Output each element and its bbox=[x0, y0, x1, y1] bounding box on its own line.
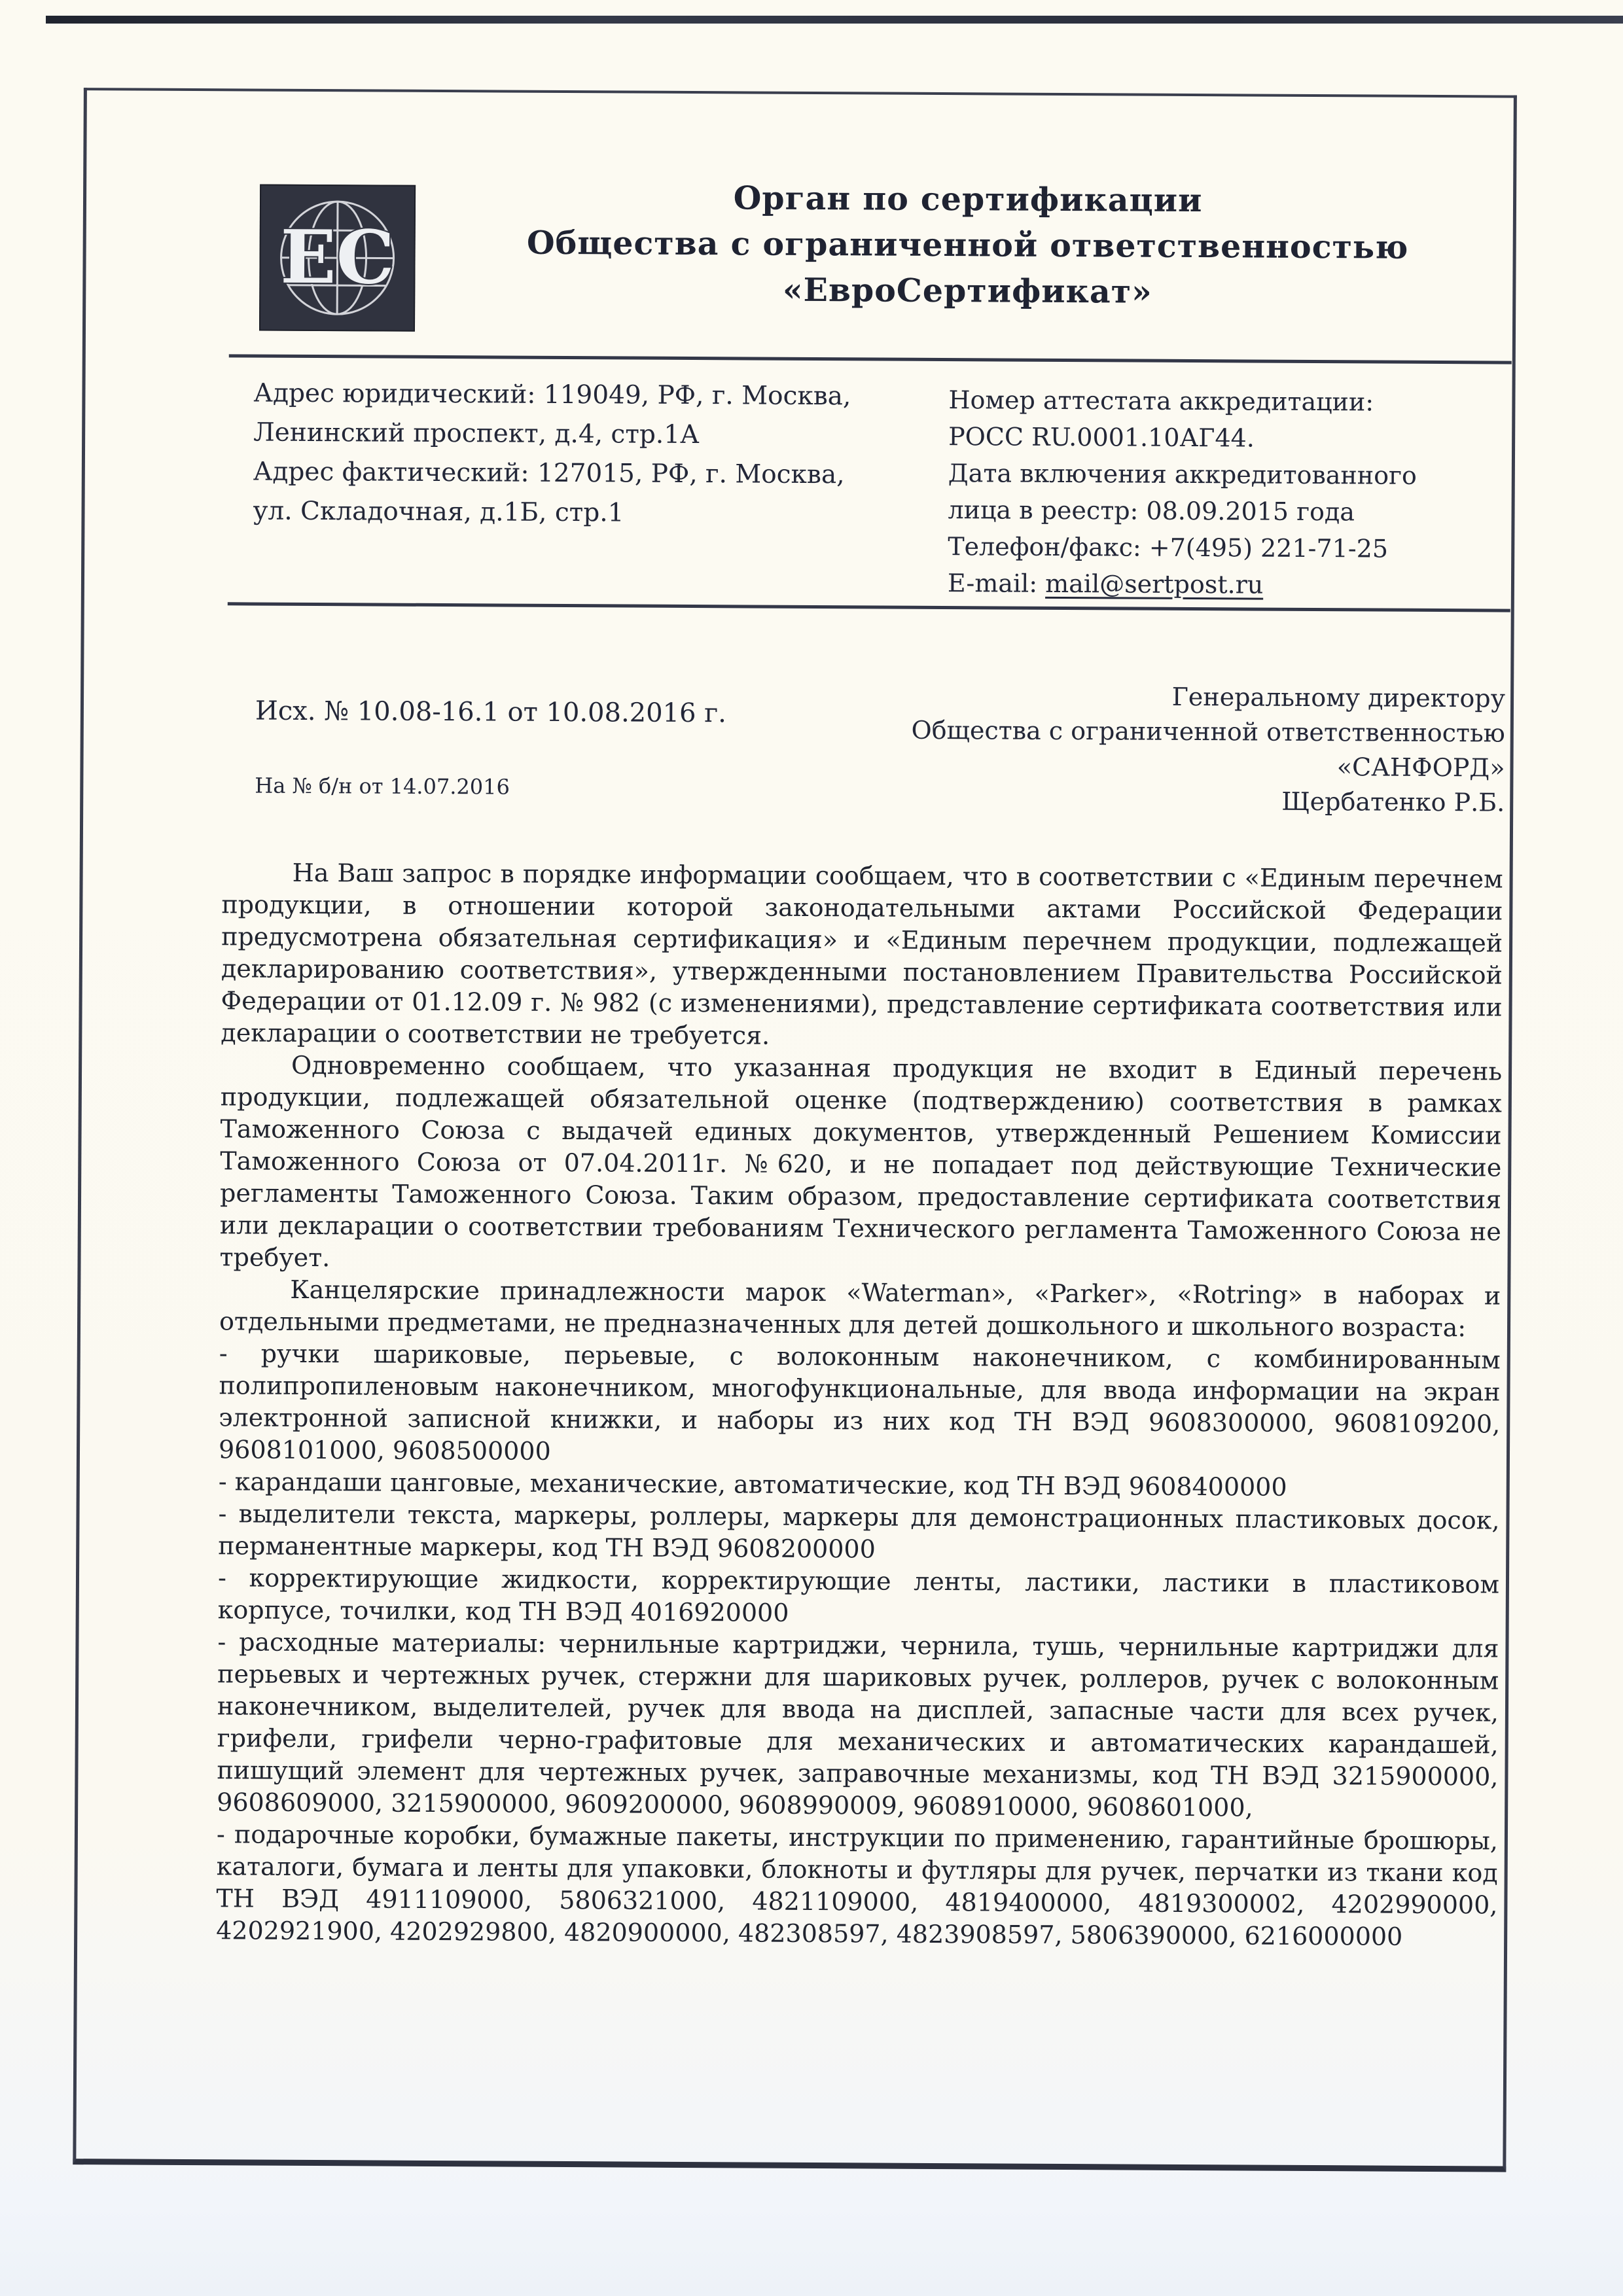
requisites-addresses bbox=[253, 374, 927, 535]
actual-address-line-1: Адрес фактический: 127015, РФ, г. Москва, bbox=[253, 457, 845, 490]
org-title-line-3: «ЕвроСертификат» bbox=[782, 270, 1152, 311]
addressee-company-type: Общества с ограниченной ответственностью bbox=[911, 715, 1505, 748]
product-item-pencils: - карандаши цанговые, механические, автоматические, код ТН ВЭД 9608400000 bbox=[218, 1467, 1287, 1502]
eurocertificate-logo bbox=[259, 185, 416, 332]
product-item-markers: - выделители текста, маркеры, роллеры, маркеры для демонстрационных пластиковых досок, перманентные маркеры, код ТН ВЭД 9608200000 bbox=[218, 1499, 1500, 1564]
addressee-company-name: «САНФОРД» bbox=[1336, 752, 1505, 783]
letter-body bbox=[216, 857, 1503, 1953]
body-paragraph-3: Канцелярские принадлежности марок «Waterman», «Parker», «Rotring» в наборах и отдельными предметами, не предназначенных для детей дошкольного и школьного возраста: bbox=[219, 1275, 1501, 1343]
logo-letters: ЕС bbox=[279, 214, 395, 301]
accreditation-line-3: Дата включения аккредитованного bbox=[948, 459, 1417, 490]
product-item-correction: - корректирующие жидкости, корректирующие ленты, ластики, ластики в пластиковом корпусе, точилки, код ТН ВЭД 4016920000 bbox=[217, 1563, 1500, 1627]
accreditation-line-4: лица в реестр: 08.09.2015 года bbox=[948, 495, 1355, 527]
requisites-accreditation bbox=[948, 381, 1525, 605]
legal-address-line-1: Адрес юридический: 119049, РФ, г. Москва, bbox=[253, 378, 851, 412]
addressee-person: Щербатенко Р.Б. bbox=[1281, 786, 1505, 817]
addressee-position: Генеральному директору bbox=[1171, 682, 1506, 713]
product-item-packaging: - подарочные коробки, бумажные пакеты, инструкции по применению, гарантийные брошюры, каталоги, бумага и ленты для упаковки, блокноты и футляры для ручек, перчатки из ткани код ТН ВЭД 4911109000, 5806321000, 4821109000, 4819400000, 4819300002, 4202990000, 4202921900, 4202929800, 4820900000, 482308597, 4823908597, 5806390000, 6216000000 bbox=[216, 1820, 1499, 1951]
body-paragraph-1: На Ваш запрос в порядке информации сообщаем, что в соответствии с «Единым перечнем продукции, в отношении которой законодательными актами Российской Федерации предусмотрена обязательная сертификация» и «Единым перечнем продукции, подлежащей декларированию соответствия», утвержденными постановлением Правительства Российской Федерации от 01.12.09 г. № 982 (с изменениями), представление сертификата соответствия или декларации о соответствии не требуется. bbox=[221, 858, 1503, 1050]
letterhead-title bbox=[418, 173, 1518, 317]
globe-icon bbox=[259, 185, 416, 332]
body-paragraph-2: Одновременно сообщаем, что указанная продукция не входит в Единый перечень продукции, подлежащей обязательной оценке (подтверждению) соответствия в рамках Таможенного Союза с выдачей единых документов, утвержденный Решением Комиссии Таможенного Союза от 07.04.2011г. №620, и не попадает под действующие Технические регламенты Таможенного Союза. Таким образом, предоставление сертификата соответствия или декларации о соответствии требованиям Технического регламента Таможенного Союза не требует. bbox=[219, 1050, 1503, 1273]
legal-address-line-2: Ленинский проспект, д.4, стр.1А bbox=[253, 417, 700, 450]
org-title-line-2: Общества с ограниченной ответственностью bbox=[526, 223, 1409, 266]
product-item-consumables: - расходные материалы: чернильные картриджи, чернила, тушь, чернильные картриджи для перьевых и чертежных ручек, стержни для шариковых ручек, роллеров, ручек с волоконным наконечником, выделителей, ручек для ввода на дисплей, запасные части для всех ручек, грифели, грифели черно-графитовые для механических и автоматических карандашей, пишущий элемент для чертежных ручек, заправочные механизмы, код ТН ВЭД 3215900000, 9608609000, 3215900000, 9609200000, 9608990009, 9608910000, 9608601000, bbox=[217, 1627, 1499, 1822]
email-address: mail@sertpost.ru bbox=[1045, 569, 1264, 599]
org-title-line-1: Орган по сертификации bbox=[733, 179, 1203, 220]
actual-address-line-2: ул. Складочная, д.1Б, стр.1 bbox=[253, 496, 624, 528]
addressee-block bbox=[808, 678, 1505, 821]
email-line bbox=[948, 565, 1524, 605]
incoming-number: На № б/н от 14.07.2016 bbox=[255, 773, 510, 800]
accreditation-line-1: Номер аттестата аккредитации: bbox=[948, 385, 1374, 417]
phone-fax-line: Телефон/факс: +7(495) 221-71-25 bbox=[948, 532, 1389, 563]
product-item-pens: - ручки шариковые, перьевые, с волоконным наконечником, с комбинированным полипропиленовым наконечником, многофункциональные, для ввода информации на экран электронной записной книжки, и наборы из них код ТН ВЭД 9608300000, 9608109200, 9608101000, 9608500000 bbox=[218, 1339, 1501, 1466]
email-label: E-mail: bbox=[947, 569, 1038, 598]
accreditation-line-2: РОСС RU.0001.10АГ44. bbox=[948, 422, 1255, 453]
outgoing-number: Исх. № 10.08-16.1 от 10.08.2016 г. bbox=[255, 696, 727, 729]
